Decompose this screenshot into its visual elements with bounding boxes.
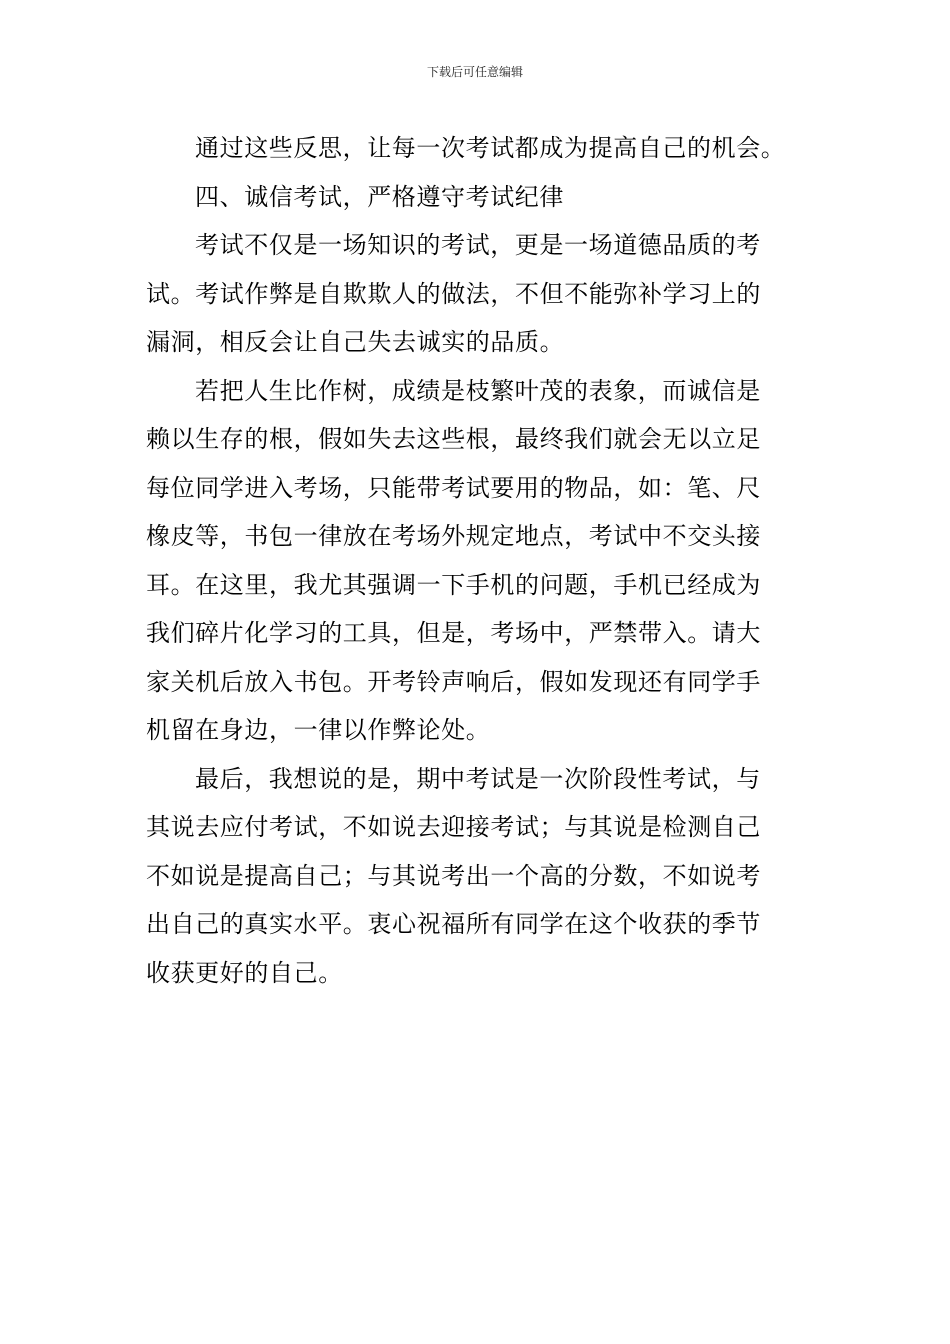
- text-line: 收获更好的自己。: [146, 958, 343, 987]
- document-body: [146, 124, 806, 997]
- text-line: 最后，我想说的是，期中考试是一次阶段性考试，与: [195, 764, 761, 793]
- text-line: 不如说是提高自己；与其说考出一个高的分数，不如说考: [146, 861, 761, 890]
- text-line: 耳。在这里，我尤其强调一下手机的问题，手机已经成为: [146, 570, 761, 599]
- text-line: 试。考试作弊是自欺欺人的做法，不但不能弥补学习上的: [146, 279, 761, 308]
- text-line: 家关机后放入书包。开考铃声响后，假如发现还有同学手: [146, 667, 761, 696]
- text-line: 出自己的真实水平。衷心祝福所有同学在这个收获的季节: [146, 910, 761, 938]
- text-line: 其说去应付考试，不如说去迎接考试；与其说是检测自己: [146, 813, 761, 841]
- section-heading-honesty: [146, 173, 806, 222]
- text-line: 四、诚信考试，严格遵守考试纪律: [195, 182, 564, 211]
- paragraph-moral-test: [146, 221, 806, 367]
- text-line: 考试不仅是一场知识的考试，更是一场道德品质的考: [195, 231, 761, 259]
- text-line: 我们碎片化学习的工具，但是，考场中，严禁带入。请大: [146, 619, 761, 647]
- paragraph-integrity-rules: [146, 367, 806, 755]
- text-line: 机留在身边，一律以作弊论处。: [146, 716, 491, 744]
- text-line: 赖以生存的根，假如失去这些根，最终我们就会无以立足: [146, 425, 761, 453]
- text-line: 漏洞，相反会让自己失去诚实的品质。: [146, 328, 565, 356]
- text-line: 每位同学进入考场，只能带考试要用的物品，如：笔、尺: [146, 473, 761, 502]
- text-line: 若把人生比作树，成绩是枝繁叶茂的表象，而诚信是: [195, 376, 761, 405]
- text-line: 通过这些反思，让每一次考试都成为提高自己的机会。: [195, 134, 786, 162]
- text-line: 橡皮等，书包一律放在考场外规定地点，考试中不交头接: [146, 522, 761, 550]
- paragraph-reflection: [146, 124, 806, 173]
- paragraph-closing-wishes: [146, 755, 806, 998]
- page-header-note: 下载后可任意编辑: [426, 65, 523, 79]
